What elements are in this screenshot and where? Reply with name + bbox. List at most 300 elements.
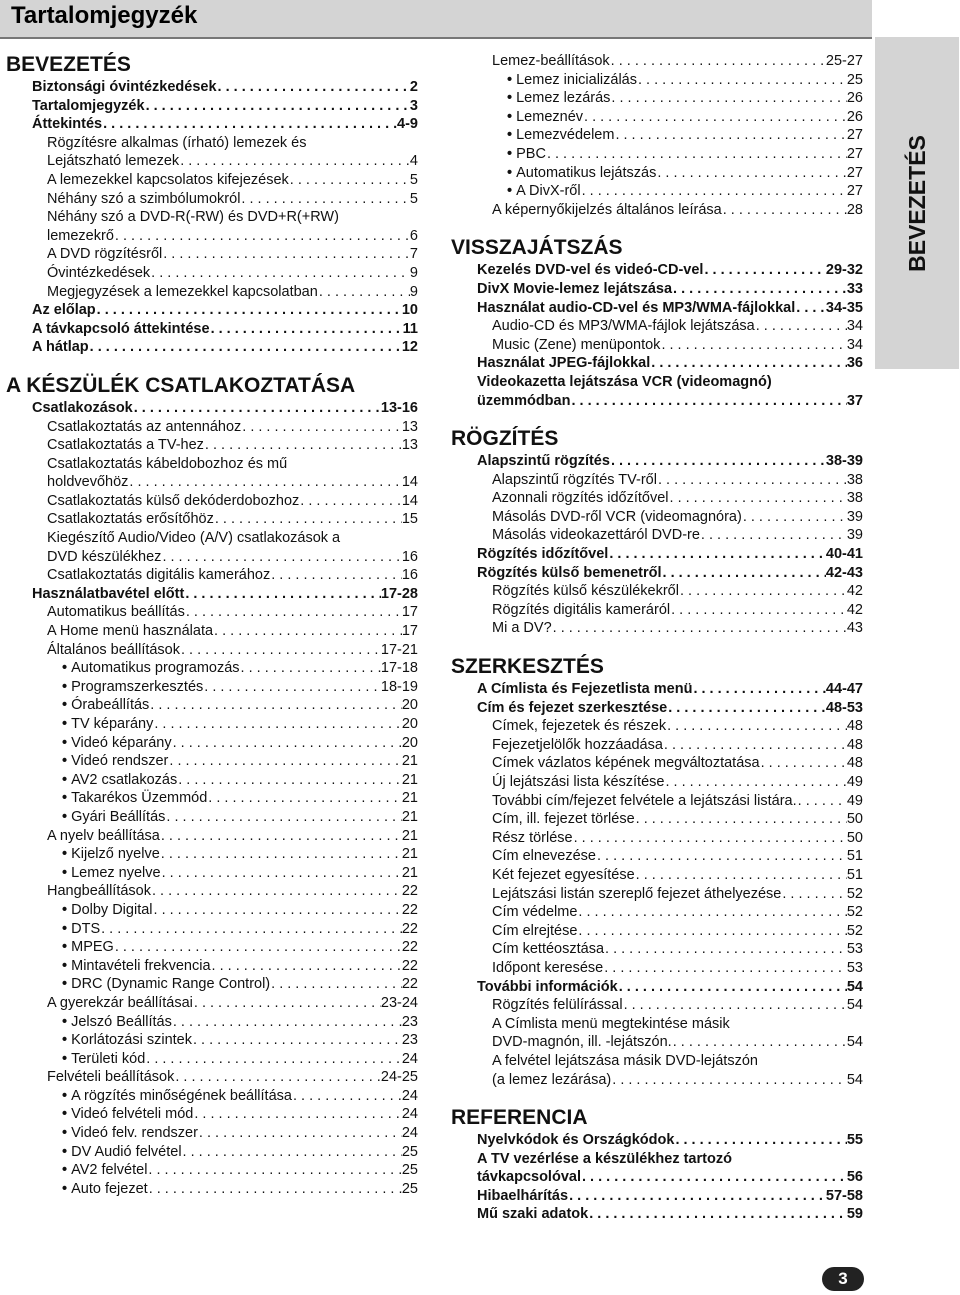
toc-entry[interactable] xyxy=(451,280,863,299)
toc-entry-continued[interactable] xyxy=(451,1015,863,1034)
toc-entry[interactable] xyxy=(451,201,863,220)
bullet-icon: • xyxy=(62,771,68,788)
toc-entry-page: 24-25 xyxy=(380,1069,418,1086)
toc-entry-page: 13 xyxy=(401,437,418,454)
toc-entry[interactable] xyxy=(6,283,418,302)
toc-entry-title: A TV vezérlése a készülékhez tartozó xyxy=(477,1150,732,1167)
toc-entry-page: 10 xyxy=(401,302,418,319)
dot-leader xyxy=(160,827,402,846)
toc-entry[interactable] xyxy=(6,1031,418,1050)
toc-entry-page: 38-39 xyxy=(825,453,863,470)
toc-entry-page: 4-9 xyxy=(397,116,418,133)
bullet-icon: • xyxy=(62,790,68,807)
toc-entry-page: 54 xyxy=(846,1034,863,1051)
toc-entry-title: Takarékos Üzemmód xyxy=(71,790,208,807)
toc-entry[interactable] xyxy=(6,957,418,976)
toc-entry[interactable] xyxy=(451,717,863,736)
toc-entry-title: Csatlakoztatás digitális kamerához xyxy=(47,567,271,584)
toc-entry[interactable] xyxy=(6,1050,418,1069)
dot-leader xyxy=(635,810,847,829)
toc-entry-page: 24 xyxy=(401,1106,418,1123)
toc-entry-title: Dolby Digital xyxy=(71,901,153,918)
dot-leader xyxy=(299,492,402,511)
toc-entry[interactable] xyxy=(451,126,863,145)
toc-entry[interactable] xyxy=(6,975,418,994)
toc-entry[interactable] xyxy=(451,71,863,90)
dot-leader xyxy=(89,338,402,357)
toc-entry[interactable] xyxy=(6,152,418,171)
bullet-icon: • xyxy=(62,1087,68,1104)
dot-leader xyxy=(198,1124,402,1143)
bullet-icon: • xyxy=(62,1013,68,1030)
toc-entry[interactable] xyxy=(6,1124,418,1143)
dot-leader xyxy=(611,1071,847,1090)
toc-entry-title: A hátlap xyxy=(32,339,89,356)
toc-entry[interactable] xyxy=(6,715,418,734)
bullet-icon: • xyxy=(62,976,68,993)
toc-entry[interactable] xyxy=(6,994,418,1013)
bullet-icon: • xyxy=(62,901,68,918)
section-heading: A KÉSZÜLÉK CSATLAKOZTATÁSA xyxy=(6,373,356,397)
toc-entry[interactable] xyxy=(6,1068,418,1087)
toc-entry[interactable] xyxy=(6,264,418,283)
dot-leader xyxy=(153,901,402,920)
dot-leader xyxy=(213,622,402,641)
toc-entry-page: 53 xyxy=(846,941,863,958)
toc-entry[interactable] xyxy=(6,418,418,437)
toc-entry-page: 25 xyxy=(401,1162,418,1179)
toc-entry-continued[interactable] xyxy=(6,134,418,153)
toc-entry[interactable] xyxy=(451,1187,863,1206)
dot-leader xyxy=(573,829,847,848)
dot-leader xyxy=(241,418,402,437)
toc-entry[interactable] xyxy=(451,354,863,373)
toc-entry-title: Megjegyzések a lemezekkel kapcsolatban xyxy=(47,283,318,300)
toc-entry[interactable] xyxy=(6,641,418,660)
toc-entry-title: A Címlista menü megtekintése másik xyxy=(492,1015,730,1032)
dot-leader xyxy=(161,864,402,883)
toc-entry[interactable] xyxy=(6,245,418,264)
dot-leader xyxy=(153,715,402,734)
dot-leader xyxy=(168,752,401,771)
toc-entry[interactable] xyxy=(451,108,863,127)
toc-entry[interactable] xyxy=(451,996,863,1015)
toc-entry[interactable] xyxy=(6,622,418,641)
toc-entry-title: Órabeállítás xyxy=(71,697,150,714)
dot-leader xyxy=(755,317,847,336)
toc-entry-page: 42-43 xyxy=(825,564,863,581)
toc-entry[interactable] xyxy=(6,1180,418,1199)
toc-entry[interactable] xyxy=(6,97,418,116)
toc-entry[interactable] xyxy=(6,920,418,939)
toc-entry-page: 38 xyxy=(846,490,863,507)
toc-entry-page: 13-16 xyxy=(380,399,418,416)
bullet-icon: • xyxy=(507,71,513,88)
toc-entry-page: 42 xyxy=(846,583,863,600)
toc-entry-page: 25 xyxy=(401,1180,418,1197)
toc-entry[interactable] xyxy=(451,545,863,564)
toc-entry-title: Lemez-beállítások xyxy=(492,53,610,69)
toc-entry[interactable] xyxy=(6,1143,418,1162)
toc-entry[interactable] xyxy=(451,792,863,811)
dot-leader xyxy=(662,564,826,583)
dot-leader xyxy=(604,940,847,959)
toc-entry[interactable] xyxy=(6,1161,418,1180)
toc-entry[interactable] xyxy=(451,1131,863,1150)
toc-entry[interactable] xyxy=(6,1087,418,1106)
toc-entry-title: Programszerkesztés xyxy=(71,678,204,695)
toc-entry-title: Automatikus beállítás xyxy=(47,604,185,621)
dot-leader xyxy=(214,510,402,529)
toc-entry[interactable] xyxy=(6,1013,418,1032)
toc-entry[interactable] xyxy=(6,78,418,97)
toc-entry-page: 22 xyxy=(401,920,418,937)
dot-leader xyxy=(583,108,847,127)
toc-entry[interactable] xyxy=(6,548,418,567)
toc-entry[interactable] xyxy=(451,1033,863,1052)
toc-entry[interactable] xyxy=(6,882,418,901)
dot-leader xyxy=(114,938,402,957)
dot-leader xyxy=(211,957,402,976)
toc-entry-page: 51 xyxy=(846,848,863,865)
dot-leader xyxy=(185,603,402,622)
toc-entry[interactable] xyxy=(451,829,863,848)
toc-entry-page: 48 xyxy=(846,755,863,772)
toc-entry-page: 29-32 xyxy=(825,262,863,279)
dot-leader xyxy=(270,975,402,994)
section-heading: BEVEZETÉS xyxy=(6,53,131,76)
toc-entry-title: Cím védelme xyxy=(492,904,578,921)
bullet-icon: • xyxy=(62,753,68,770)
toc-entry-page: 21 xyxy=(401,753,418,770)
dot-leader xyxy=(610,89,846,108)
toc-right-column xyxy=(451,52,863,1224)
toc-entry[interactable] xyxy=(451,699,863,718)
toc-entry-page: 48-53 xyxy=(825,699,863,716)
toc-entry-title: A lemezekkel kapcsolatos kifejezések xyxy=(47,171,289,188)
toc-entry-title: Két fejezet egyesítése xyxy=(492,866,635,883)
toc-entry-page: 48 xyxy=(846,718,863,735)
dot-leader xyxy=(581,1168,847,1187)
bullet-icon: • xyxy=(507,164,513,181)
toc-entry[interactable] xyxy=(451,866,863,885)
bullet-icon: • xyxy=(62,678,68,695)
toc-entry-page: 27 xyxy=(846,145,863,162)
toc-entry[interactable] xyxy=(6,678,418,697)
toc-entry-title: DTS xyxy=(71,920,101,937)
toc-entry[interactable] xyxy=(451,736,863,755)
dot-leader xyxy=(133,399,381,418)
toc-entry-page: 34-35 xyxy=(825,299,863,316)
toc-entry-continued[interactable] xyxy=(451,1052,863,1071)
toc-entry-page: 21 xyxy=(401,846,418,863)
toc-entry-page: 49 xyxy=(846,774,863,790)
toc-entry-title: Használat audio-CD-vel és MP3/WMA-fájlokkal xyxy=(477,299,796,316)
toc-entry-title: Videokazetta lejátszása VCR (videomagnó) xyxy=(477,373,772,390)
toc-entry[interactable] xyxy=(6,789,418,808)
dot-leader xyxy=(96,301,402,320)
toc-entry-page: 15 xyxy=(401,511,418,528)
dot-leader xyxy=(692,680,825,699)
toc-entry-title: Azonnali rögzítés időzítővel xyxy=(492,490,669,507)
toc-left-column xyxy=(6,52,418,1198)
toc-entry[interactable] xyxy=(451,317,863,336)
toc-entry[interactable] xyxy=(451,773,863,792)
dot-leader xyxy=(318,283,410,302)
bullet-icon: • xyxy=(62,1143,68,1160)
toc-entry[interactable] xyxy=(6,115,418,134)
toc-entry-continued[interactable] xyxy=(451,373,863,392)
toc-entry-page: 24 xyxy=(401,1087,418,1104)
page-number: 3 xyxy=(838,1269,848,1288)
dot-leader xyxy=(637,71,847,90)
toc-entry[interactable] xyxy=(6,938,418,957)
toc-entry[interactable] xyxy=(451,145,863,164)
toc-entry-page: 39 xyxy=(846,527,863,544)
dot-leader xyxy=(568,1187,826,1206)
dot-leader xyxy=(289,171,410,190)
toc-entry-title: Lejátszási listán szereplő fejezet áthelyezése xyxy=(492,885,782,902)
toc-entry-title: A nyelv beállítása xyxy=(47,827,160,844)
toc-entry-page: 51 xyxy=(846,866,863,883)
toc-entry-page: 22 xyxy=(401,901,418,918)
toc-entry-page: 7 xyxy=(409,246,418,263)
toc-entry-page: 17 xyxy=(401,623,418,640)
toc-entry-title: Audio-CD és MP3/WMA-fájlok lejátszása xyxy=(492,318,755,335)
bullet-icon: • xyxy=(507,90,513,107)
dot-leader xyxy=(165,808,401,827)
toc-entry[interactable] xyxy=(6,901,418,920)
toc-entry-title: Alapszintű rögzítés xyxy=(477,453,610,470)
toc-entry[interactable] xyxy=(6,771,418,790)
toc-entry-page: 9 xyxy=(409,264,418,281)
toc-entry-title: Csatlakoztatás kábeldobozhoz és mű xyxy=(47,455,288,472)
toc-entry[interactable] xyxy=(6,473,418,492)
bullet-icon: • xyxy=(62,734,68,751)
toc-entry[interactable] xyxy=(6,752,418,771)
toc-entry[interactable] xyxy=(451,847,863,866)
toc-entry-page: 28 xyxy=(846,201,863,218)
toc-entry-title: lemezekrő xyxy=(47,227,114,244)
dot-leader xyxy=(795,299,826,318)
dot-leader xyxy=(161,548,401,567)
dot-leader xyxy=(162,245,410,264)
toc-entry-title: Területi kód xyxy=(71,1050,146,1067)
toc-entry[interactable] xyxy=(451,489,863,508)
toc-entry[interactable] xyxy=(451,164,863,183)
toc-entry-title: Címek, fejezetek és részek xyxy=(492,718,667,735)
toc-entry-title: DVD-magnón, ill. -lejátszón. xyxy=(492,1034,672,1051)
toc-entry[interactable] xyxy=(451,52,863,71)
toc-entry[interactable] xyxy=(6,585,418,604)
toc-entry-title: Videó felvételi mód xyxy=(71,1106,194,1123)
toc-entry-page: 17 xyxy=(401,604,418,621)
dot-leader xyxy=(240,659,381,678)
dot-leader xyxy=(667,699,826,718)
toc-entry-continued[interactable] xyxy=(6,208,418,227)
toc-entry-title: Kijelző nyelve xyxy=(71,846,160,863)
toc-entry[interactable] xyxy=(6,399,418,418)
toc-entry[interactable] xyxy=(6,338,418,357)
toc-entry-title: Rögzítés időzítővel xyxy=(477,546,609,563)
toc-entry[interactable] xyxy=(451,336,863,355)
toc-entry-page: 25-27 xyxy=(825,53,863,69)
toc-entry-title: Rögzítés felülírással xyxy=(492,997,623,1014)
toc-entry-title: Másolás DVD-ről VCR (videomagnóra) xyxy=(492,508,742,525)
toc-entry-page: 43 xyxy=(846,620,863,637)
toc-entry-title: Mű szaki adatok xyxy=(477,1206,589,1223)
toc-entry[interactable] xyxy=(6,510,418,529)
toc-entry[interactable] xyxy=(451,978,863,997)
toc-entry[interactable] xyxy=(6,492,418,511)
toc-entry-title: Cím elrejtése xyxy=(492,922,578,939)
toc-entry[interactable] xyxy=(6,603,418,622)
toc-entry[interactable] xyxy=(6,864,418,883)
toc-entry-page: 23-24 xyxy=(380,994,418,1011)
toc-entry-title: A Címlista és Fejezetlista menü xyxy=(477,681,693,698)
toc-entry-continued[interactable] xyxy=(6,529,418,548)
toc-entry[interactable] xyxy=(6,566,418,585)
toc-entry-page: 22 xyxy=(401,939,418,956)
dot-leader xyxy=(193,994,381,1013)
toc-entry-title: üzemmódban xyxy=(477,392,571,409)
toc-entry[interactable] xyxy=(6,190,418,209)
toc-entry[interactable] xyxy=(451,619,863,638)
toc-entry[interactable] xyxy=(6,320,418,339)
toc-entry-title: Csatlakoztatás erősítőhöz xyxy=(47,511,214,528)
dot-leader xyxy=(292,1087,402,1106)
toc-entry-page: 21 xyxy=(401,864,418,881)
toc-entry[interactable] xyxy=(451,582,863,601)
toc-entry[interactable] xyxy=(6,301,418,320)
section-heading: RÖGZÍTÉS xyxy=(451,427,559,451)
toc-entry[interactable] xyxy=(451,885,863,904)
toc-entry-page: 50 xyxy=(846,829,863,846)
toc-entry[interactable] xyxy=(6,808,418,827)
toc-entry-title: További cím/fejezet felvétele a lejátszási listára. xyxy=(492,792,797,809)
toc-entry[interactable] xyxy=(6,696,418,715)
toc-entry-title: A Home menü használata xyxy=(47,623,214,640)
toc-entry-page: 34 xyxy=(846,318,863,335)
toc-entry-page: 11 xyxy=(402,320,418,337)
toc-entry-title: Csatlakoztatás az antennához xyxy=(47,418,242,435)
toc-entry-title: Alapszintű rögzítés TV-ről xyxy=(492,471,657,488)
toc-entry-title: Használatbavétel előtt xyxy=(32,585,185,602)
toc-entry[interactable] xyxy=(6,659,418,678)
toc-entry[interactable] xyxy=(451,392,863,411)
toc-entry-title: Hibaelhárítás xyxy=(477,1187,569,1204)
dot-leader xyxy=(172,1013,402,1032)
toc-entry-title: A DivX-ről xyxy=(516,183,581,200)
toc-entry-page: 37 xyxy=(846,392,863,409)
toc-entry-page: 22 xyxy=(401,976,418,993)
dot-leader xyxy=(102,115,397,134)
toc-entry-continued[interactable] xyxy=(451,1150,863,1169)
dot-leader xyxy=(660,336,846,355)
toc-entry-title: Cím elnevezése xyxy=(492,848,596,865)
toc-entry-page: 52 xyxy=(846,922,863,939)
dot-leader xyxy=(270,566,402,585)
toc-entry-title: Mintavételi frekvencia xyxy=(71,957,211,974)
dot-leader xyxy=(151,882,402,901)
toc-entry-title: Lejátszható lemezek xyxy=(47,153,180,170)
toc-entry[interactable] xyxy=(451,261,863,280)
toc-entry[interactable] xyxy=(6,436,418,455)
toc-entry-page: 21 xyxy=(401,808,418,825)
toc-entry-page: 57-58 xyxy=(825,1187,863,1204)
toc-entry[interactable] xyxy=(451,922,863,941)
toc-entry[interactable] xyxy=(451,903,863,922)
page-number-badge xyxy=(822,1267,864,1291)
toc-entry-title: Lemeznév xyxy=(516,108,584,125)
toc-entry[interactable] xyxy=(451,959,863,978)
toc-entry[interactable] xyxy=(451,1168,863,1187)
toc-entry-page: 2 xyxy=(409,79,418,95)
bullet-icon: • xyxy=(62,1050,68,1067)
toc-entry[interactable] xyxy=(451,564,863,583)
toc-entry-page: 54 xyxy=(846,978,863,995)
toc-entry[interactable] xyxy=(451,299,863,318)
toc-entry[interactable] xyxy=(451,810,863,829)
toc-entry-title: Tartalomjegyzék xyxy=(32,97,145,114)
toc-entry[interactable] xyxy=(451,1205,863,1224)
toc-entry[interactable] xyxy=(451,182,863,201)
toc-entry[interactable] xyxy=(451,680,863,699)
toc-entry-title: A távkapcsoló áttekintése xyxy=(32,320,210,337)
toc-entry[interactable] xyxy=(451,754,863,773)
toc-entry[interactable] xyxy=(451,526,863,545)
toc-entry-page: 48 xyxy=(846,736,863,753)
toc-entry-title: Felvételi beállítások xyxy=(47,1069,175,1086)
toc-entry[interactable] xyxy=(451,452,863,471)
dot-leader xyxy=(610,52,826,71)
toc-entry[interactable] xyxy=(6,227,418,246)
toc-entry-page: 12 xyxy=(401,339,418,356)
toc-entry[interactable] xyxy=(451,940,863,959)
bullet-icon: • xyxy=(507,108,513,125)
dot-leader xyxy=(674,1131,846,1150)
dot-leader xyxy=(150,264,410,283)
toc-entry-title: (a lemez lezárása) xyxy=(492,1071,612,1088)
dot-leader xyxy=(657,471,847,490)
toc-entry-title: Mi a DV? xyxy=(492,620,552,637)
dot-leader xyxy=(760,754,847,773)
toc-entry[interactable] xyxy=(451,471,863,490)
bullet-icon: • xyxy=(62,1180,68,1197)
toc-entry-title: Új lejátszási lista készítése xyxy=(492,774,665,790)
dot-leader xyxy=(669,489,847,508)
toc-entry-title: Csatlakoztatás a TV-hez xyxy=(47,437,204,454)
toc-entry-continued[interactable] xyxy=(6,455,418,474)
toc-entry-title: A képernyőkijelzés általános leírása xyxy=(492,201,722,218)
toc-entry-page: 36 xyxy=(846,355,863,372)
toc-entry[interactable] xyxy=(6,1105,418,1124)
dot-leader xyxy=(128,473,401,492)
toc-entry[interactable] xyxy=(6,171,418,190)
toc-entry[interactable] xyxy=(451,89,863,108)
toc-entry-title: Óvintézkedések xyxy=(47,264,151,281)
toc-entry[interactable] xyxy=(6,845,418,864)
toc-entry[interactable] xyxy=(451,601,863,620)
toc-entry-title: Automatikus lejátszás xyxy=(516,164,657,181)
dot-leader xyxy=(145,97,410,116)
toc-entry[interactable] xyxy=(6,827,418,846)
toc-entry[interactable] xyxy=(6,734,418,753)
toc-entry[interactable] xyxy=(451,508,863,527)
toc-entry-page: 27 xyxy=(846,127,863,144)
bullet-icon: • xyxy=(62,1032,68,1049)
toc-entry[interactable] xyxy=(451,1071,863,1090)
